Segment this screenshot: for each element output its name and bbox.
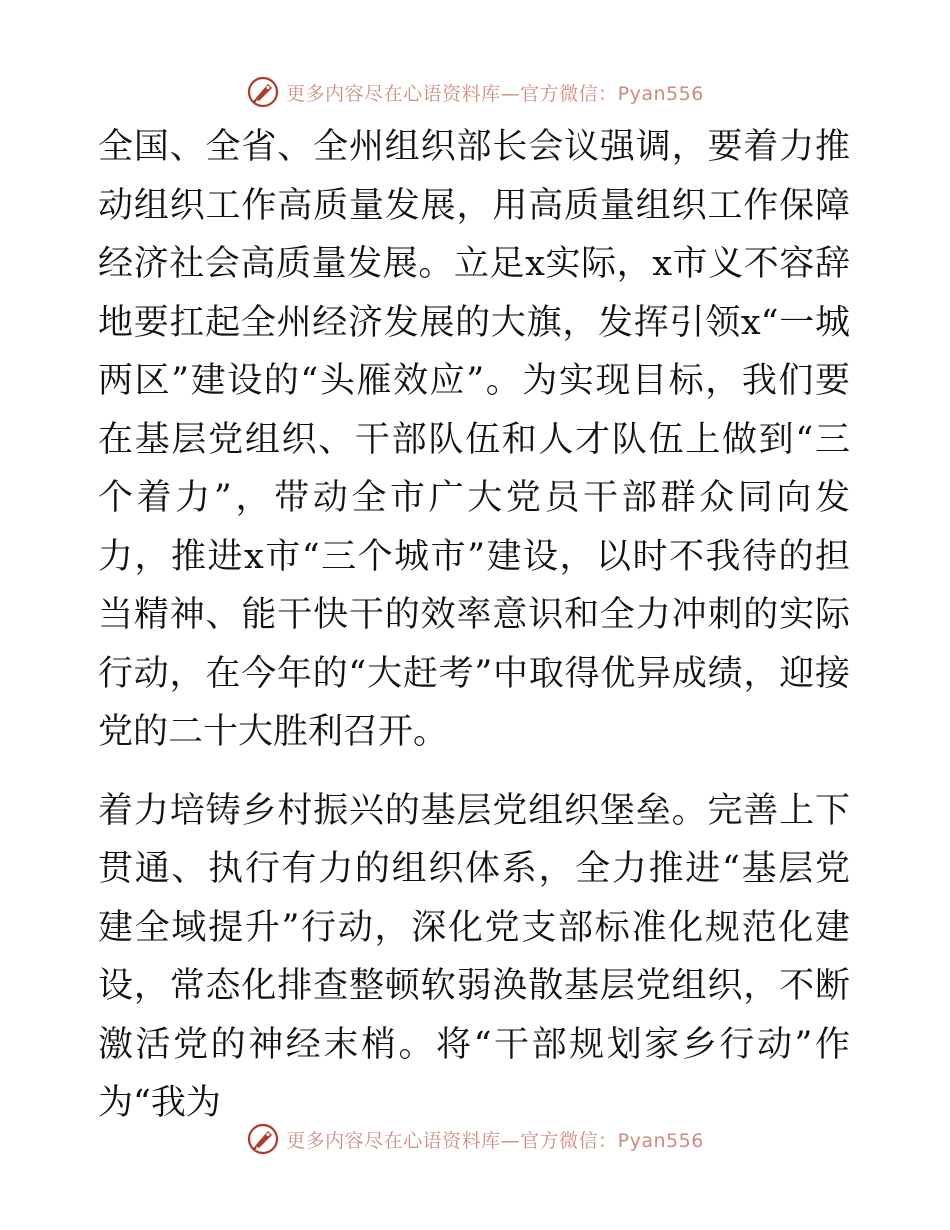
paragraph-2: 着力培铸乡村振兴的基层党组织堡垒。完善上下贯通、执行有力的组织体系，全力推进“基层党建全域提升”行动，深化党支部标准化规范化建设，常态化排查整顿软弱涣散基层党组织，不断激活党的神经末梢。将“干部规划家乡行动”作为“我为 bbox=[98, 790, 850, 1123]
header-watermark-text: 更多内容尽在心语资料库—官方微信：Pyan556 bbox=[286, 82, 704, 105]
paragraph-1: 全国、全省、全州组织部长会议强调，要着力推动组织工作高质量发展，用高质量组织工作保障经济社会高质量发展。立足x实际，x市义不容辞地要扛起全州经济发展的大旗，发挥引领x“一城两区”建设的“头雁效应”。为实现目标，我们要在基层党组织、干部队伍和人才队伍上做到“三个着力”，带动全市广大党员干部群众同向发力，推进x市“三个城市”建设，以时不我待的担当精神、能干快干的效率意识和全力冲刺的实际行动，在今年的“大赶考”中取得优异成绩，迎接党的二十大胜利召开。 bbox=[98, 127, 850, 752]
document-body bbox=[98, 118, 850, 1133]
footer-watermark-text: 更多内容尽在心语资料库—官方微信：Pyan556 bbox=[286, 1129, 704, 1152]
pen-logo-icon bbox=[246, 75, 280, 109]
footer-watermark bbox=[0, 1119, 950, 1159]
pen-logo-icon bbox=[246, 1122, 280, 1156]
header-watermark bbox=[0, 72, 950, 112]
